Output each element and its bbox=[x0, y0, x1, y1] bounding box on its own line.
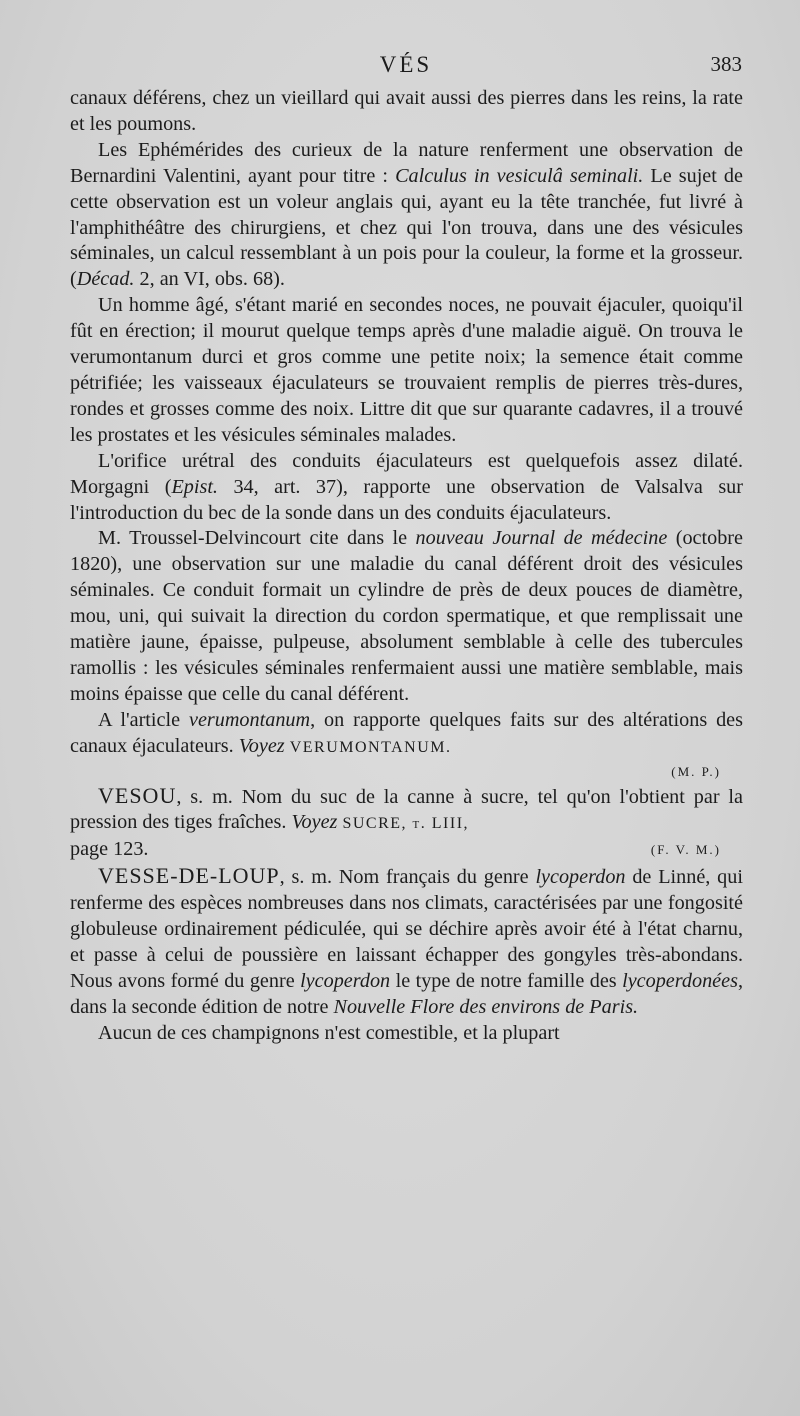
cross-reference-verumontanum: VERUMONTANUM. bbox=[289, 738, 452, 756]
entry-vesse-text-c: le type de notre famille des bbox=[390, 969, 623, 992]
entry-vesou-text: , s. m. Nom du suc de la canne à sucre, tel qu'on l'obtient par la pression des tiges fraîches. bbox=[70, 785, 743, 834]
genus-name: lycoperdon bbox=[300, 969, 391, 992]
paragraph-last bbox=[70, 1021, 743, 1047]
page-header bbox=[70, 48, 742, 82]
body-text bbox=[70, 86, 743, 1047]
paragraph-2-text-c: 2, an VI, obs. 68). bbox=[134, 268, 285, 291]
entry-vesse-de-loup bbox=[70, 863, 743, 1020]
paragraph-1-text: canaux déférens, chez un vieillard qui avait aussi des pierres dans les reins, la rate et les poumons. bbox=[70, 87, 743, 135]
entry-vesou-lastline bbox=[70, 837, 743, 863]
entry-vesse-text-a: , s. m. Nom français du genre bbox=[279, 866, 536, 889]
headword-vesou: VESOU bbox=[98, 782, 177, 808]
paragraph-2-text-b: Le sujet de cette observation est un voleur anglais qui, ayant eu la tête tranchée, fut livré à l'amphithéâtre des chirurgiens, et chez qui l'on trouva, dans une des vésicules séminales, un calcul ressemblant à un pois pour la couleur, la forme et la grosseur. ( bbox=[70, 164, 743, 291]
paragraph-5-text-a: M. Troussel-Delvincourt cite dans le bbox=[98, 527, 416, 550]
paragraph-4-text-a: L'orifice urétral des conduits éjaculateurs est quelquefois assez dilaté. Morgagni ( bbox=[70, 449, 743, 498]
paragraph-6-text-b: , on rapporte quelques faits sur des altérations des canaux éjaculateurs. bbox=[70, 708, 743, 757]
paragraph-1 bbox=[70, 86, 743, 138]
paragraph-5-text-b: (octobre 1820), une observation sur une maladie du canal déférent droit des vésicules séminales. Ce conduit formait un cylindre de près de deux pouces de diamètre, mou, uni, qui suivait la direction du cordon spermatique, et que remplissait une matière jaune, épaisse, pulpeuse, absolument semblable à celle des tubercules ramollis : les vésicules séminales renfermaient aussi une matière semblable, mais moins épaisse que celle du canal déférent. bbox=[70, 527, 743, 705]
paragraph-4 bbox=[70, 449, 743, 527]
paragraph-3 bbox=[70, 293, 743, 448]
genus-name: lycoperdon bbox=[535, 866, 626, 889]
entry-vesse-text-b: de Linné, qui renferme des espèces nombreuses dans nos climats, caractérisées par une fongosité globuleuse ordinairement pédiculée, qui se déchire après avoir été à l'état charnu, et passe à celui de poussière en laissant échapper des gongyles très-abondans. Nous avons formé du genre bbox=[70, 866, 743, 992]
author-signature-mp: (M. P.) bbox=[671, 763, 721, 779]
paragraph-6-text-a: A l'article bbox=[98, 708, 189, 731]
entry-vesou bbox=[70, 783, 743, 838]
paragraph-6 bbox=[70, 708, 743, 761]
page-number: 383 bbox=[710, 52, 742, 76]
paragraph-3-text: Un homme âgé, s'étant marié en secondes noces, ne pouvait éjaculer, quoiqu'il fût en érection; il mourut quelque temps après d'une maladie aiguë. On trouva le verumontanum durci et gros comme une petite noix; la semence était comme pétrifiée; les vaisseaux éjaculateurs se trouvaient remplis de pierres très-dures, rondes et grosses comme des noix. Littre dit que sur quarante cadavres, il a trouvé les prostates et les vésicules séminales malades. bbox=[70, 294, 743, 446]
article-name: verumontanum bbox=[188, 708, 311, 731]
reference-epist: Epist. bbox=[171, 475, 218, 498]
journal-title: nouveau Journal de médecine bbox=[415, 527, 668, 550]
observation-title: Calculus in vesiculâ seminali. bbox=[395, 164, 644, 187]
paragraph-2 bbox=[70, 138, 743, 293]
paragraph-5 bbox=[70, 526, 743, 707]
family-name: lycoperdonées bbox=[622, 969, 738, 992]
voyez-label: Voyez bbox=[291, 811, 338, 834]
paragraph-last-text: Aucun de ces champignons n'est comestible, et la plupart bbox=[98, 1021, 560, 1044]
running-head: VÉS bbox=[379, 52, 433, 77]
author-signature-fvm: (F. V. M.) bbox=[650, 842, 721, 858]
voyez-label: Voyez bbox=[238, 734, 285, 757]
entry-vesse-text-d: , dans la seconde édition de notre bbox=[70, 969, 743, 1018]
reference-decad: Décad. bbox=[76, 268, 135, 291]
cross-reference-sucre: SUCRE, t. LIII, bbox=[342, 815, 470, 833]
book-title: Nouvelle Flore des environs de Paris. bbox=[333, 995, 639, 1018]
paragraph-4-text-b: 34, art. 37), rapporte une observation de Valsalva sur l'introduction du bec de la sonde dans un des conduits éjaculateurs. bbox=[70, 475, 743, 524]
paragraph-2-text-a: Les Ephémérides des curieux de la nature renferment une observation de Bernardini Valentini, ayant pour titre : bbox=[70, 138, 743, 187]
headword-vesse-de-loup: VESSE-DE-LOUP bbox=[98, 863, 280, 889]
entry-vesou-page: page 123. bbox=[70, 838, 149, 861]
